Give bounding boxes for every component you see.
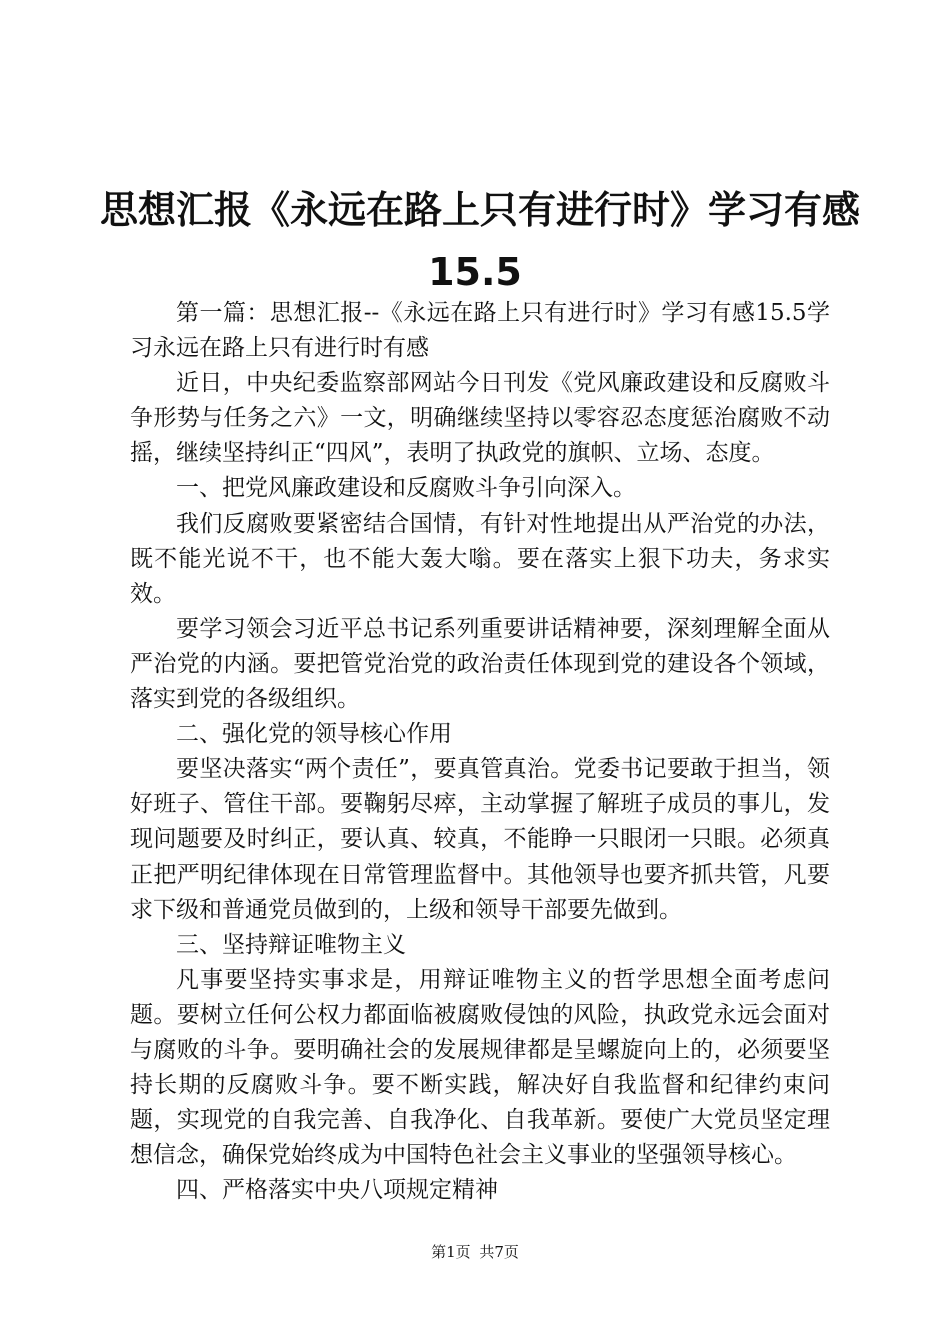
paragraph: 要坚决落实“两个责任”，要真管真治。党委书记要敢于担当，领好班子、管住干部。要鞠躬尽瘁，主动掌握了解班子成员的事儿，发现问题要及时纠正，要认真、较真，不能睁一只眼闭一只眼。必须真正把严明纪律体现在日常管理监督中。其他领导也要齐抓共管，凡要求下级和普通党员做到的，上级和领导干部要先做到。 <box>130 756 830 923</box>
document-body <box>130 296 830 1208</box>
paragraph-intro: 第一篇：思想汇报--《永远在路上只有进行时》学习有感15.5学习永远在路上只有进行时有感 <box>130 300 830 362</box>
page-number: 第1页 <box>431 1243 471 1261</box>
section-heading-1: 一、把党风廉政建设和反腐败斗争引向深入。 <box>176 475 636 502</box>
section-heading-3: 三、坚持辩证唯物主义 <box>176 931 406 958</box>
section-heading-2: 二、强化党的领导核心作用 <box>176 721 452 748</box>
document-title-line-1: 思想汇报《永远在路上只有进行时》学习有感 <box>100 188 861 232</box>
section-heading-4: 四、严格落实中央八项规定精神 <box>176 1177 498 1204</box>
document-title-line-2: 15.5 <box>428 250 522 294</box>
paragraph: 凡事要坚持实事求是，用辩证唯物主义的哲学思想全面考虑问题。要树立任何公权力都面临被腐败侵蚀的风险，执政党永远会面对与腐败的斗争。要明确社会的发展规律都是呈螺旋向上的，必须要坚持长期的反腐败斗争。要不断实践，解决好自我监督和纪律约束问题，实现党的自我完善、自我净化、自我革新。要使广大党员坚定理想信念，确保党始终成为中国特色社会主义事业的坚强领导核心。 <box>130 966 830 1169</box>
paragraph: 要学习领会习近平总书记系列重要讲话精神要，深刻理解全面从严治党的内涵。要把管党治党的政治责任体现到党的建设各个领域，落实到党的各级组织。 <box>130 615 830 713</box>
page-footer <box>0 1242 950 1262</box>
paragraph: 我们反腐败要紧密结合国情，有针对性地提出从严治党的办法，既不能光说不干，也不能大轰大嗡。要在落实上狠下功夫，务求实效。 <box>130 510 830 607</box>
page-total: 共7页 <box>479 1243 519 1261</box>
paragraph: 近日，中央纪委监察部网站今日刊发《党风廉政建设和反腐败斗争形势与任务之六》一文，明确继续坚持以零容忍态度惩治腐败不动摇，继续坚持纠正“四风”，表明了执政党的旗帜、立场、态度。 <box>130 370 830 467</box>
